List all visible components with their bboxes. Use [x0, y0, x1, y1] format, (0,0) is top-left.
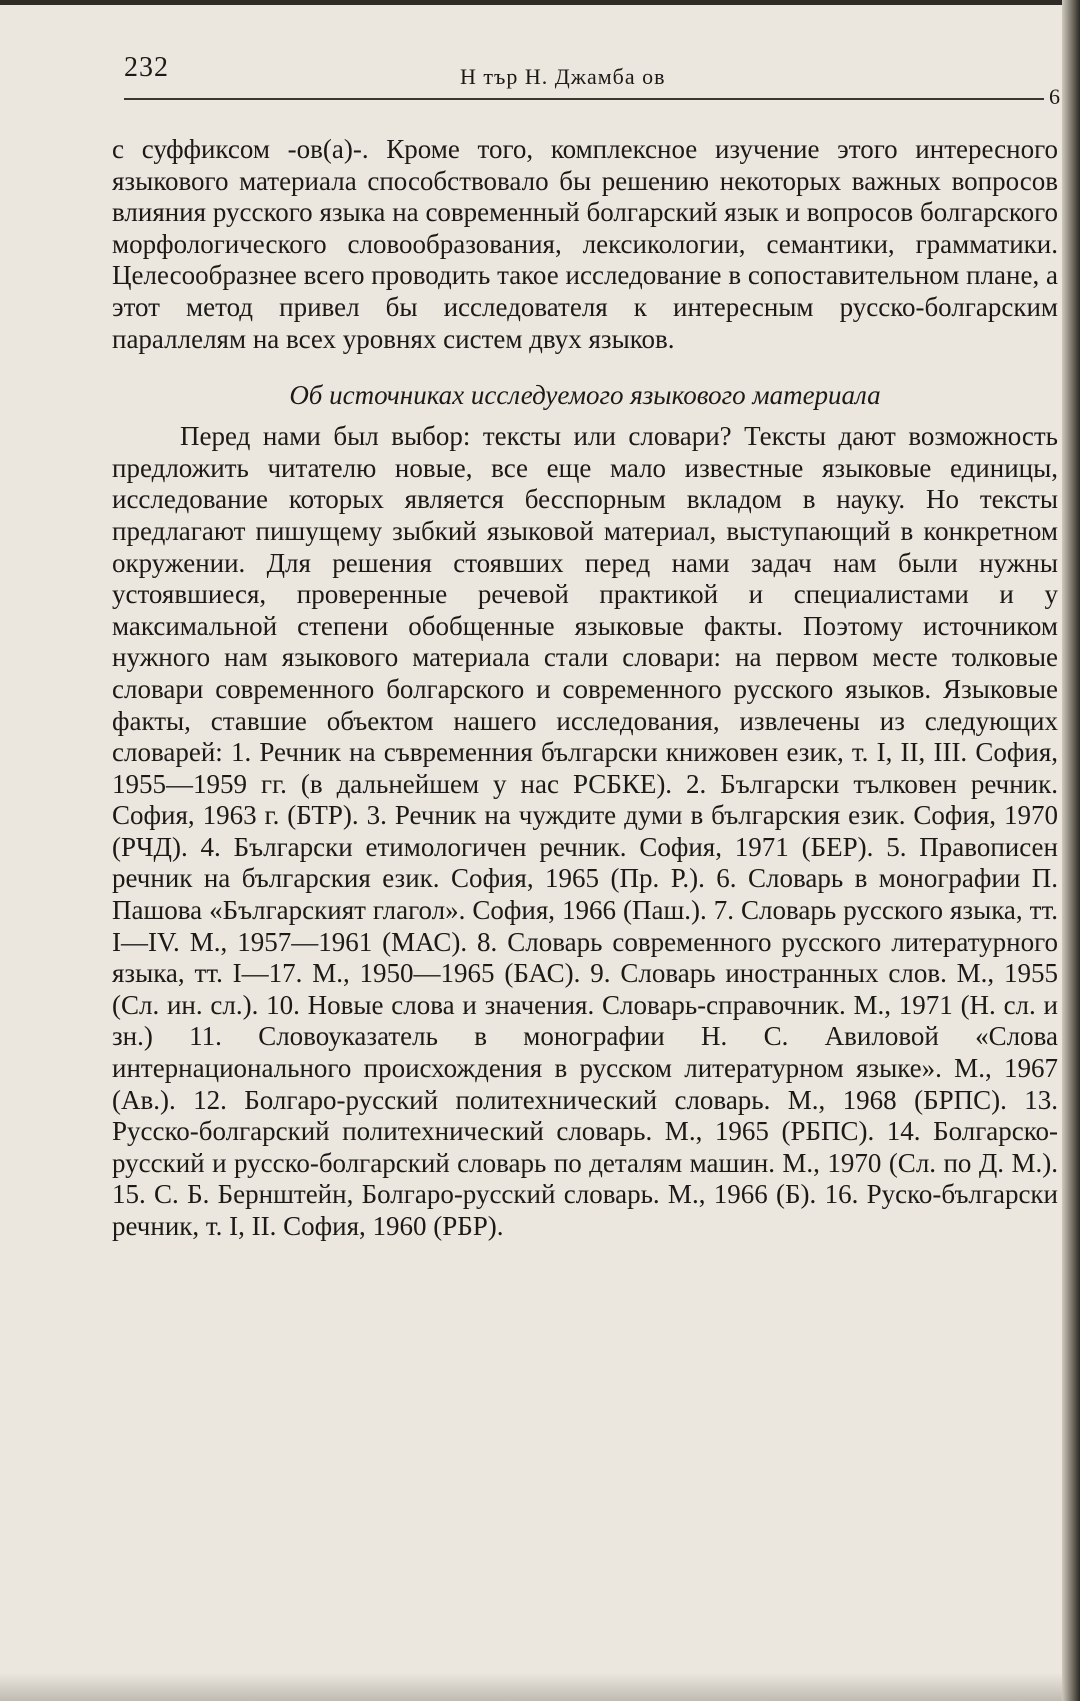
page-number: 232 — [124, 52, 169, 83]
edge-mark: 6 — [1049, 84, 1060, 109]
section-heading: Об источниках исследуемого языкового материала — [289, 380, 881, 411]
running-title: Н тър Н. Джамба ов — [460, 64, 666, 89]
page-header — [124, 48, 1060, 109]
page-body — [112, 134, 1058, 1243]
paragraph-sources: Перед нами был выбор: тексты или словари? Тексты дают возможность предложить читателю новые, все еще мало известные языковые единицы, исследование которых является бесспорным вкладом в науку. Но тексты предлагают пишущему зыбкий языковой материал, выступающий в конкретном окружении. Для решения стоявших перед нами задач нам были нужны устоявшиеся, проверенные речевой практикой и специалистами и у максимальной степени обобщенные языковые факты. Поэтому источником нужного нам языкового материала стали словари: на первом месте толковые словари современного болгарского и современного русского языков. Языковые факты, ставшие объектом нашего исследования, извлечены из следующих словарей: 1. Речник на съвременния български книжовен език, т. I, II, III. София, 1955—1959 гг. (в дальнейшем у нас РСБКЕ). 2. Български тълковен речник. София, 1963 г. (БТР). 3. Речник на чуждите думи в българския език. София, 1970 (РЧД). 4. Български етимологичен речник. София, 1971 (БЕР). 5. Правописен речник на българския език. София, 1965 (Пр. Р.). 6. Словарь в монографии П. Пашова «Българският глагол». София, 1966 (Паш.). 7. Словарь русского языка, тт. I—IV. М., 1957—1961 (МАС). 8. Словарь современного русского литературного языка, тт. I—17. М., 1950—1965 (БАС). 9. Словарь иностранных слов. М., 1955 (Сл. ин. сл.). 10. Новые слова и значения. Словарь-справочник. М., 1971 (Н. сл. и зн.) 11. Словоуказатель в монографии Н. С. Авиловой «Слова интернационального происхождения в русском литературном языке». М., 1967 (Ав.). 12. Болгаро-русский политехнический словарь. М., 1968 (БРПС). 13. Русско-болгарский политехнический словарь. М., 1965 (РБПС). 14. Болгарско-русский и русско-болгарский словарь по деталям машин. М., 1970 (Сл. по Д. М.). 15. С. Б. Бернштейн, Болгаро-русский словарь. М., 1966 (Б). 16. Руско-български речник, т. I, II. София, 1960 (РБР). — [112, 421, 1058, 1241]
page-bottom-shade — [0, 1673, 1062, 1701]
top-border — [0, 0, 1062, 5]
header-rule — [124, 98, 1044, 100]
book-spine-edge — [1062, 0, 1080, 1701]
paragraph-continued: с суффиксом -ов(а)-. Кроме того, комплексное изучение этого интересного языкового материала способствовало бы решению некоторых важных вопросов влияния русского языка на современный болгарский язык и вопросов болгарского морфологического словообразования, лексикологии, семантики, грамматики. Целесообразнее всего проводить такое исследование в сопоставительном плане, а этот метод привел бы исследователя к интересным русско-болгарским параллелям на всех уровнях систем двух языков. — [112, 134, 1058, 354]
